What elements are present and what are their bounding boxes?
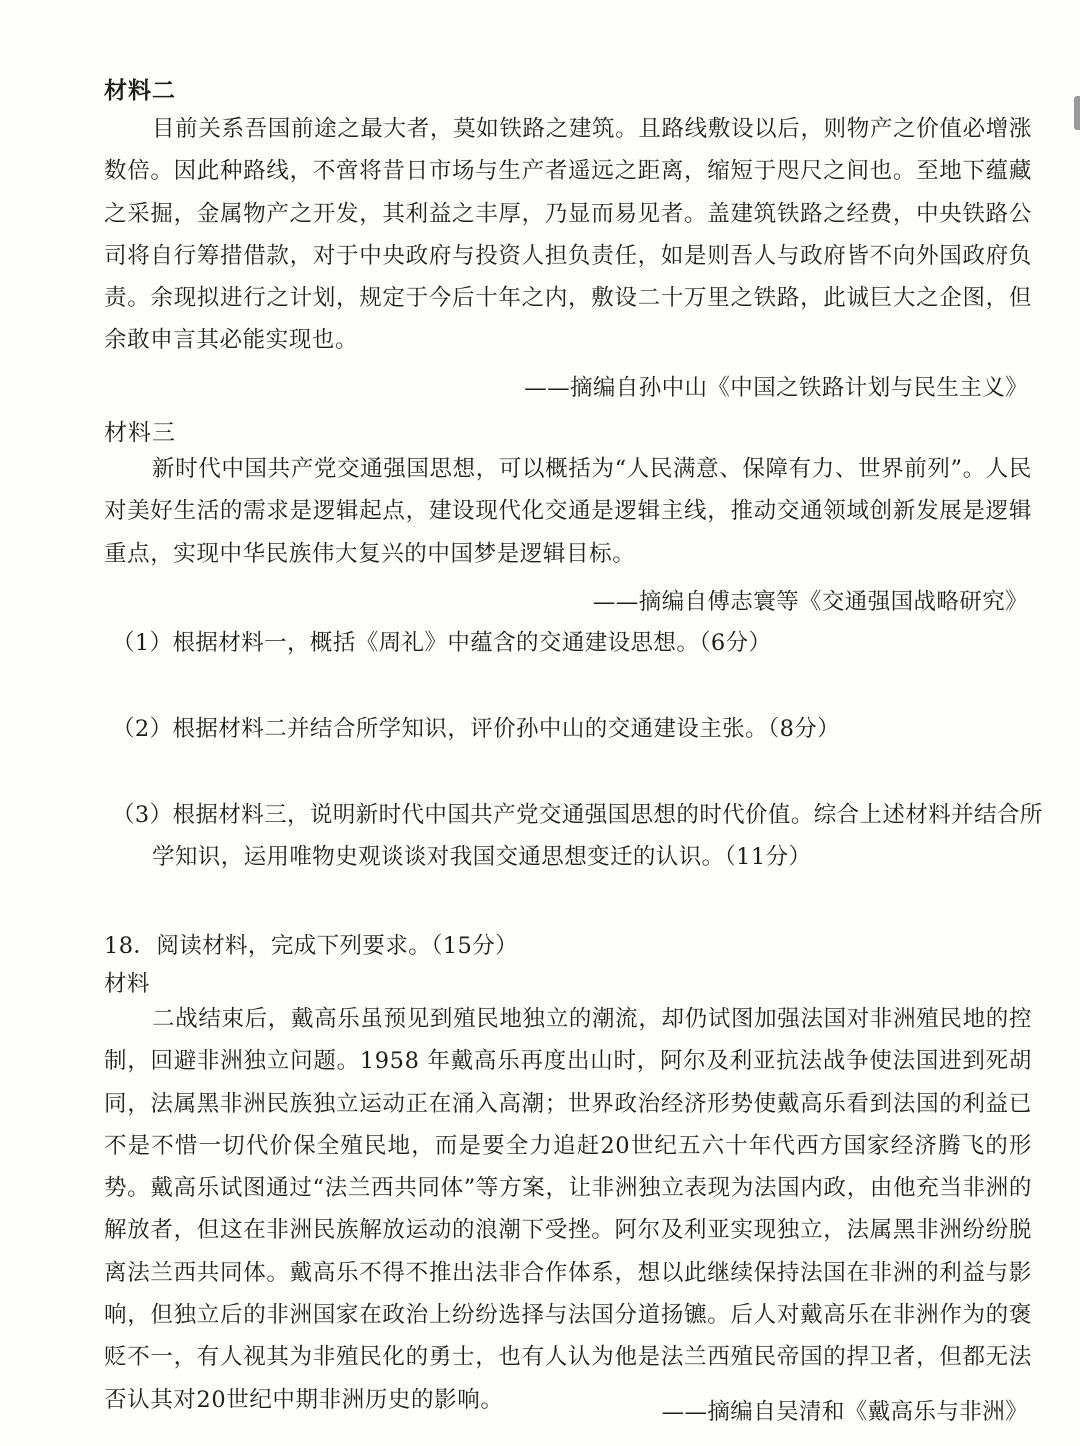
material2-heading: 材料二: [104, 77, 176, 104]
question-1: （1）根据材料一，概括《周礼》中蕴含的交通建设思想。（6分）: [112, 630, 772, 656]
q18-material-heading: 材料: [104, 971, 150, 997]
q18-material-text: 二战结束后，戴高乐虽预见到殖民地独立的潮流，却仍试图加强法国对非洲殖民地的控制，回避非洲独立问题。1958 年戴高乐再度出山时，阿尔及利亚抗法战争使法国进到死胡同，法属黑非洲民族独立运动正在涌入高潮；世界政治经济形势使戴高乐看到法国的利益已不是不惜一切代价保全殖民地，而是要全力追赶20世纪五六十年代西方国家经济腾飞的形势。戴高乐试图通过“法兰西共同体”等方案，让非洲独立表现为法国内政，由他充当非洲的解放者，但这在非洲民族解放运动的浪潮下受挫。阿尔及利亚实现独立，法属黑非洲纷纷脱离法兰西共同体。戴高乐不得不推出法非合作体系，想以此继续保持法国在非洲的利益与影响，但独立后的非洲国家在政治上纷纷选择与法国分道扬镳。后人对戴高乐在非洲作为的褒贬不一，有人视其为非殖民化的勇士，也有人认为他是法兰西殖民帝国的捍卫者，但都无法否认其对20世纪中期非洲历史的影响。: [104, 1006, 1032, 1413]
material2-text: 目前关系吾国前途之最大者，莫如铁路之建筑。且路线敷设以后，则物产之价值必增涨数倍。因此种路线，不啻将昔日市场与生产者遥远之距离，缩短于咫尺之间也。至地下蕴藏之采掘，金属物产之开发，其利益之丰厚，乃显而易见者。盖建筑铁路之经费，中央铁路公司将自行筹措借款，对于中央政府与投资人担负责任，如是则吾人与政府皆不向外国政府负责。余现拟进行之计划，规定于今后十年之内，敷设二十万里之铁路，此诚巨大之企图，但余敢申言其必能实现也。: [104, 116, 1032, 354]
q18-title: 18．阅读材料，完成下列要求。（15分）: [104, 933, 519, 959]
q18-source: ——摘编自吴清和《戴高乐与非洲》: [661, 1399, 1028, 1425]
material3-text: 新时代中国共产党交通强国思想，可以概括为“人民满意、保障有力、世界前列”。人民对美好生活的需求是逻辑起点，建设现代化交通是逻辑主线，推动交通领域创新发展是逻辑重点，实现中华民族伟大复兴的中国梦是逻辑目标。: [104, 456, 1032, 567]
material3-heading: 材料三: [104, 420, 176, 446]
question-2: （2）根据材料二并结合所学知识，评价孙中山的交通建设主张。（8分）: [112, 716, 841, 742]
material3-source: ——摘编自傅志寰等《交通强国战略研究》: [592, 589, 1028, 615]
page-edge-mark: [1074, 96, 1080, 130]
question-3: （3）根据材料三，说明新时代中国共产党交通强国思想的时代价值。综合上述材料并结合所学知识，运用唯物史观谈谈对我国交通思想变迁的认识。（11分）: [112, 802, 1043, 870]
material2-source: ——摘编自孙中山《中国之铁路计划与民生主义》: [524, 375, 1028, 401]
